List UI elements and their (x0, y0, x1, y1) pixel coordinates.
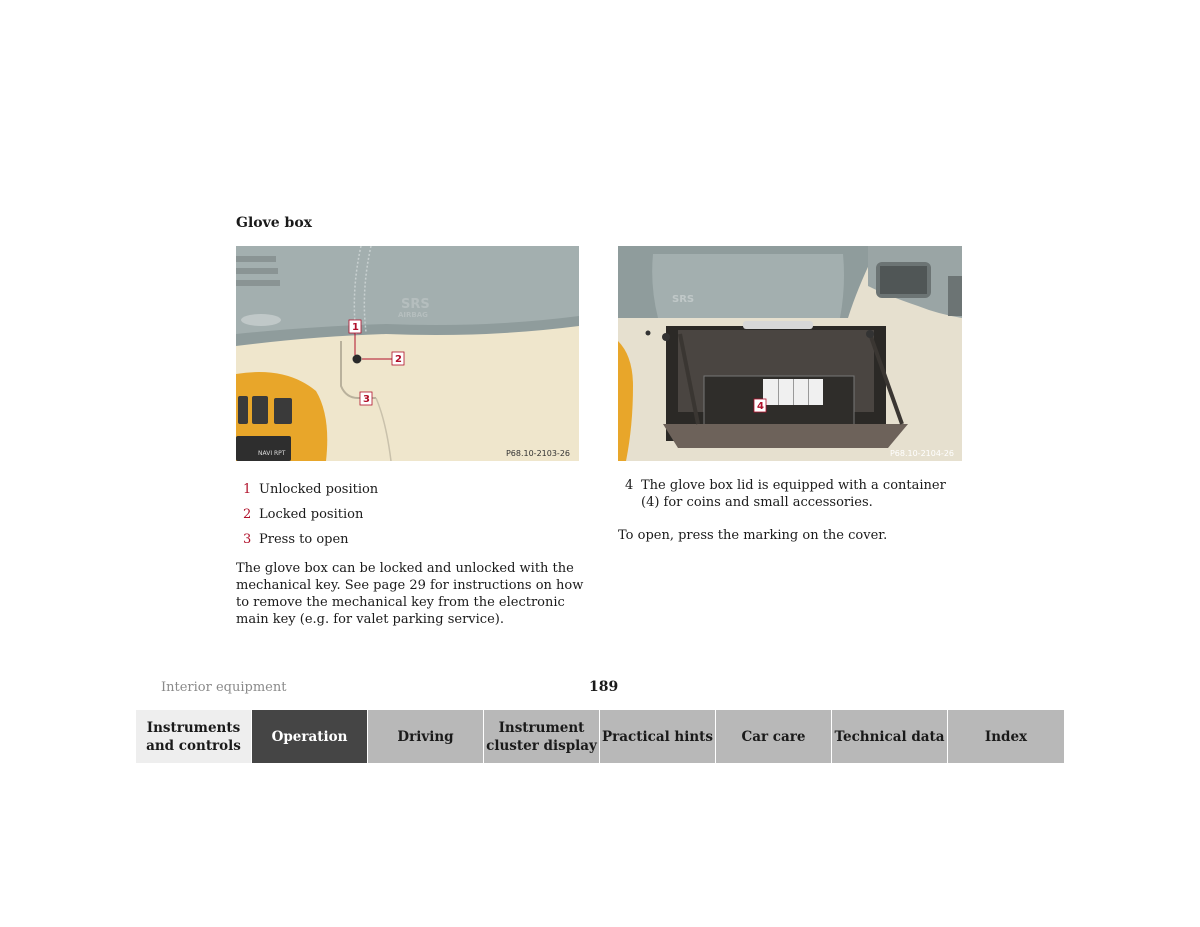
tab-index[interactable]: Index (948, 710, 1064, 763)
glove-box-lock-illustration (236, 246, 579, 461)
footer-section-name: Interior equipment (161, 680, 287, 695)
figure-glove-box-lock (236, 246, 579, 461)
tab-operation[interactable]: Operation (252, 710, 368, 763)
figure-glove-box-open (618, 246, 962, 461)
figure-code-right: P68.10-2104-26 (889, 449, 954, 458)
item-text: The glove box lid is equipped with a container (4) for coins and small accessories. (641, 478, 946, 510)
tab-car-care[interactable]: Car care (716, 710, 832, 763)
page-number: 189 (589, 679, 619, 695)
open-instructions-paragraph: To open, press the marking on the cover. (618, 528, 888, 543)
navi-switch-label: NAVI RPT (258, 450, 286, 457)
callout-1: 1 (352, 322, 359, 333)
section-title: Glove box (236, 215, 313, 231)
lock-instructions-paragraph: The glove box can be locked and unlocked with the mechanical key. See page 29 for instructions on how to remove the mechanical key from the electronic main key (e.g. for valet parking service). (236, 561, 584, 627)
airbag-text: SRS (401, 297, 430, 312)
tab-practical-hints[interactable]: Practical hints (600, 710, 716, 763)
figure-code: P68.10-2103-26 (505, 449, 570, 458)
legend-list (243, 477, 378, 552)
list-item: 3 Press to open (243, 532, 349, 547)
airbag-subtext: AIRBAG (398, 311, 428, 319)
list-item: 2 Locked position (243, 507, 364, 522)
tab-instruments-and-controls[interactable]: Instruments and controls (136, 710, 252, 763)
list-item: 1 Unlocked position (243, 482, 379, 497)
tab-technical-data[interactable]: Technical data (832, 710, 948, 763)
tab-instrument-cluster-display[interactable]: Instrument cluster display (484, 710, 600, 763)
callout-2: 2 (395, 354, 402, 365)
chapter-navigation (136, 710, 1064, 763)
callout-4: 4 (757, 401, 764, 412)
glove-box-open-illustration (618, 246, 962, 461)
item-number: 4 (625, 478, 634, 493)
callout-3: 3 (363, 394, 370, 405)
container-description (625, 477, 965, 511)
airbag-text-right: SRS (672, 294, 695, 305)
tab-driving[interactable]: Driving (368, 710, 484, 763)
